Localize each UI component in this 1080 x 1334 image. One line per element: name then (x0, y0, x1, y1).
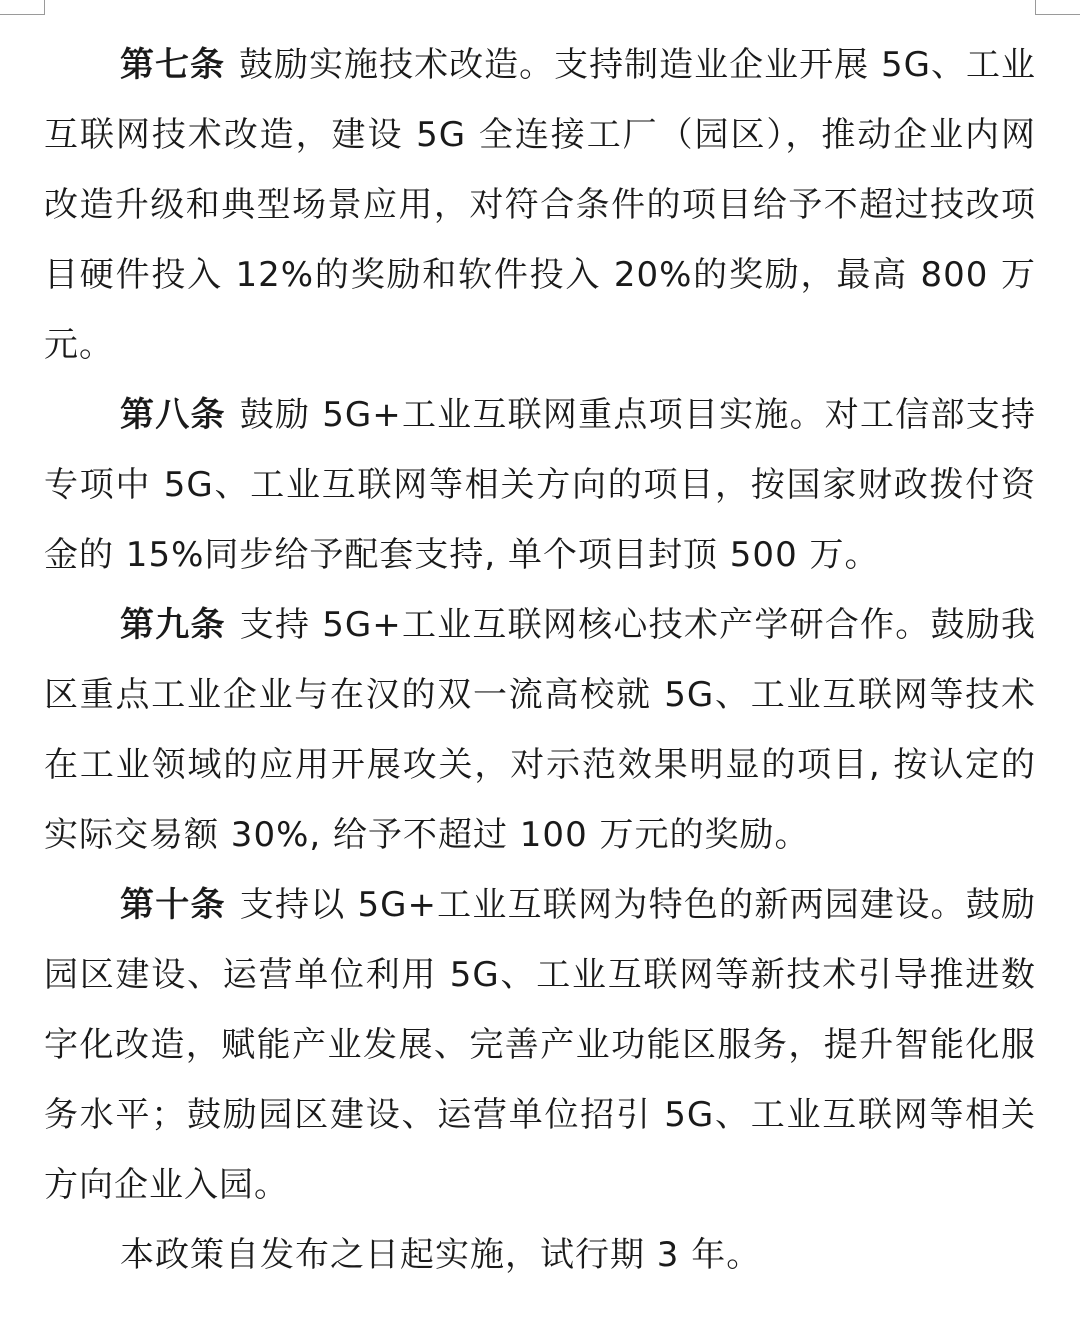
article-8-paragraph (44, 380, 1036, 590)
article-7-title: 第七条 (120, 45, 226, 85)
crop-mark-top-left (0, 0, 45, 15)
article-8-text: 鼓励 5G+工业互联网重点项目实施。对工信部支持专项中 5G、工业互联网等相关方向的项目，按国家财政拨付资金的 15%同步给予配套支持, 单个项目封顶 500 万。 (44, 395, 1036, 575)
article-9-paragraph (44, 590, 1036, 870)
article-10-text: 支持以 5G+工业互联网为特色的新两园建设。鼓励园区建设、运营单位利用 5G、工业互联网等新技术引导推进数字化改造，赋能产业发展、完善产业功能区服务，提升智能化服务水平；鼓励园区建设、运营单位招引 5G、工业互联网等相关方向企业入园。 (44, 885, 1036, 1205)
crop-mark-top-right (1035, 0, 1080, 15)
article-10-title: 第十条 (120, 885, 226, 925)
article-9-title: 第九条 (120, 605, 226, 645)
article-7-text: 鼓励实施技术改造。支持制造业企业开展 5G、工业互联网技术改造，建设 5G 全连接工厂（园区），推动企业内网改造升级和典型场景应用，对符合条件的项目给予不超过技改项目硬件投入 12%的奖励和软件投入 20%的奖励，最高 800 万元。 (44, 45, 1036, 365)
article-8-title: 第八条 (120, 395, 226, 435)
closing-paragraph: 本政策自发布之日起实施，试行期 3 年。 (120, 1235, 762, 1275)
document-body (44, 30, 1036, 1290)
article-10-paragraph (44, 870, 1036, 1220)
article-9-text: 支持 5G+工业互联网核心技术产学研合作。鼓励我区重点工业企业与在汉的双一流高校就 5G、工业互联网等技术在工业领域的应用开展攻关，对示范效果明显的项目, 按认定的实际交易额 30%, 给予不超过 100 万元的奖励。 (44, 605, 1036, 855)
article-7-paragraph (44, 30, 1036, 380)
